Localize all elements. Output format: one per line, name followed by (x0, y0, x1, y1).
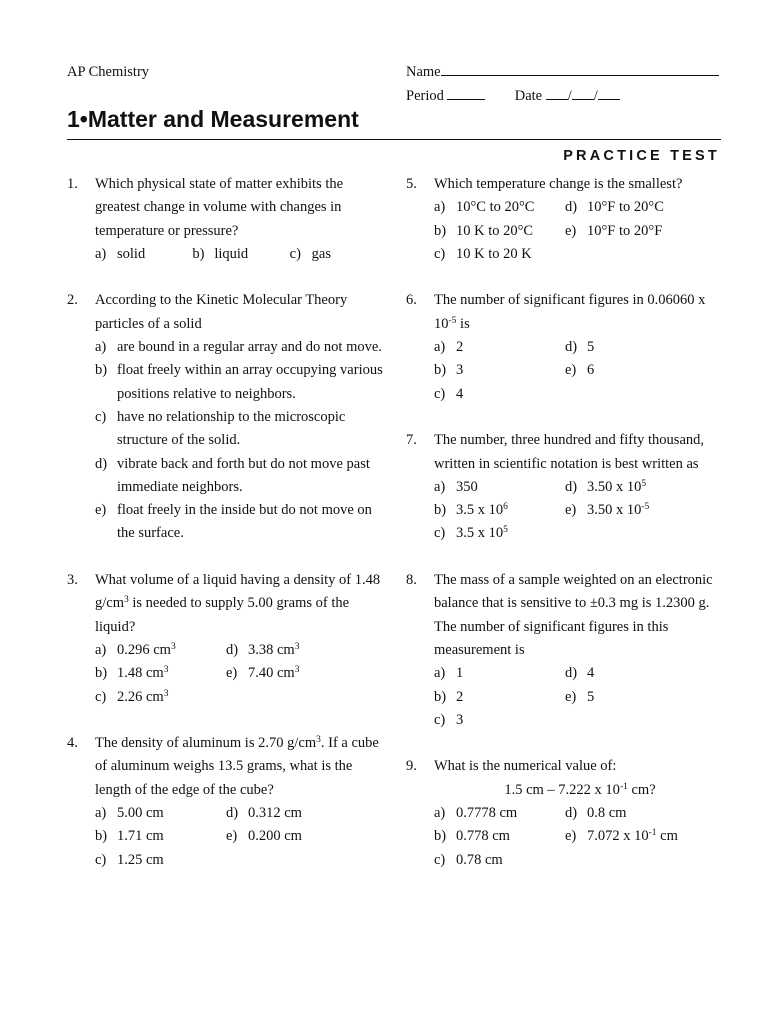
answer-options (434, 336, 726, 406)
question-3 (67, 569, 387, 709)
answer-option: b) 1.71 cm (95, 828, 164, 845)
question-8 (406, 569, 726, 732)
answer-option: a) 0.7778 cm (434, 805, 518, 822)
answer-option: e) 7.40 $cm^3$ (226, 665, 300, 682)
answer-options (95, 802, 387, 872)
answer-options (95, 336, 387, 546)
question-text: Which temperature change is the smallest? (434, 176, 683, 192)
name-field (406, 64, 719, 81)
question-7 (406, 429, 726, 545)
answer-option: c) gas (289, 245, 331, 262)
question-text: The density of aluminum is 2.70 $g/cm^3$. If a cube of aluminum weighs 13.5 grams, what is the length of the edge of the cube? (95, 735, 379, 798)
answer-option: c) have no relationship to the microscopic structure of the solid. (95, 408, 346, 449)
answer-option: a) are bound in a regular array and do not move. (95, 339, 382, 356)
answer-options (434, 476, 726, 546)
name-label: Name (406, 64, 441, 80)
question-number: 5. (406, 176, 417, 192)
question-expression: 1.5 cm – 7.222 x $10^{-1}$ cm? (504, 781, 656, 798)
answer-option: e) 6 (565, 362, 595, 379)
answer-option: e) float freely in the inside but do not move on the surface. (95, 502, 372, 542)
practice-test-heading: PRACTICE TEST (563, 148, 720, 164)
left-column (67, 173, 387, 872)
answer-option: a) 10°C to 20°C (434, 199, 535, 216)
question-9 (406, 755, 726, 871)
answer-option: b) 2 (434, 688, 464, 705)
date-slash: / (593, 88, 598, 104)
right-column (406, 173, 726, 872)
answer-option: c) 4 (434, 385, 464, 402)
question-number: 3. (67, 572, 78, 589)
question-text: What volume of a liquid having a density of 1.48 $g/cm^3$ is needed to supply 5.00 grams of the liquid? (95, 572, 381, 635)
page-title: 1•Matter and Measurement (67, 106, 359, 132)
question-number: 9. (406, 758, 417, 775)
period-date-row (406, 88, 620, 105)
course-name: AP Chemistry (67, 64, 150, 80)
answer-options (434, 802, 726, 872)
title-rule (67, 139, 721, 140)
period-label: Period (406, 88, 444, 104)
answer-option: e) 7.072 x $10^{-1}$ cm (565, 828, 678, 845)
name-blank (441, 75, 719, 76)
answer-option: a) 350 (434, 478, 478, 495)
answer-option: d) 4 (565, 665, 595, 682)
answer-option: b) float freely within an array occupying various positions relative to neighbors. (95, 362, 383, 402)
question-number: 4. (67, 735, 78, 752)
answer-option: a) 1 (434, 665, 464, 682)
answer-option: a) 2 (434, 339, 464, 356)
answer-option: a) 5.00 cm (95, 805, 164, 822)
date-label: Date (514, 88, 543, 104)
period-blank (447, 99, 485, 100)
answer-option: b) 3.5 x $10^6$ (434, 502, 508, 519)
answer-option: c) 3 (434, 711, 464, 728)
answer-option: c) 0.78 cm (434, 851, 503, 868)
date-blank-day (572, 99, 594, 100)
answer-option: c) 1.25 cm (95, 851, 164, 868)
question-4 (67, 732, 387, 872)
date-blank-month (546, 99, 568, 100)
answer-option: a) solid (95, 245, 146, 262)
question-text: What is the numerical value of: (434, 758, 617, 775)
question-number: 8. (406, 572, 417, 589)
answer-option: e) 5 (565, 688, 595, 705)
answer-option: d) 3.50 x $10^5$ (565, 478, 647, 495)
answer-option: c) 10 K to 20 K (434, 245, 532, 262)
answer-option: b) 3 (434, 362, 464, 379)
answer-option: d) 5 (565, 339, 595, 356)
answer-options (95, 639, 387, 709)
answer-option: b) 0.778 cm (434, 828, 510, 845)
question-text: The number, three hundred and fifty thousand, written in scientific notation is best written as (434, 432, 705, 472)
answer-options (95, 243, 387, 266)
answer-option: b) 10 K to 20°C (434, 222, 534, 239)
question-text: According to the Kinetic Molecular Theory particles of a solid (95, 292, 348, 332)
answer-option: c) 3.5 x $10^5$ (434, 525, 508, 542)
answer-option: e) 0.200 cm (226, 828, 302, 845)
answer-options (434, 662, 726, 732)
answer-option: b) 1.48 $cm^3$ (95, 665, 169, 682)
question-text: The mass of a sample weighted on an electronic balance that is sensitive to ±0.3 mg is 1.2300 g. The number of significant figures in this measurement is (434, 572, 713, 658)
answer-option: d) 0.8 cm (565, 805, 627, 822)
question-6 (406, 289, 726, 405)
answer-option: a) 0.296 $cm^3$ (95, 641, 176, 658)
answer-option: e) 10°F to 20°F (565, 222, 663, 239)
answer-option: e) 3.50 x $10^{-5}$ (565, 502, 650, 519)
question-text: The number of significant figures in 0.06060 x $10^{-5}$ is (434, 292, 706, 332)
question-1 (67, 173, 387, 266)
answer-options (434, 196, 726, 266)
question-text: Which physical state of matter exhibits the greatest change in volume with changes in temperature or pressure? (95, 176, 344, 239)
answer-option: d) 10°F to 20°C (565, 199, 664, 216)
question-2 (67, 289, 387, 545)
question-number: 6. (406, 292, 417, 309)
question-number: 7. (406, 432, 417, 449)
answer-option: d) vibrate back and forth but do not move past immediate neighbors. (95, 455, 370, 495)
answer-option: d) 3.38 $cm^3$ (226, 641, 300, 658)
answer-option: b) liquid (192, 245, 249, 262)
date-slash: / (567, 88, 572, 104)
question-5 (406, 173, 726, 266)
question-number: 2. (67, 292, 78, 309)
answer-option: c) 2.26 $cm^3$ (95, 688, 169, 705)
date-blank-year (598, 99, 620, 100)
question-number: 1. (67, 176, 78, 192)
answer-option: d) 0.312 cm (226, 805, 302, 822)
